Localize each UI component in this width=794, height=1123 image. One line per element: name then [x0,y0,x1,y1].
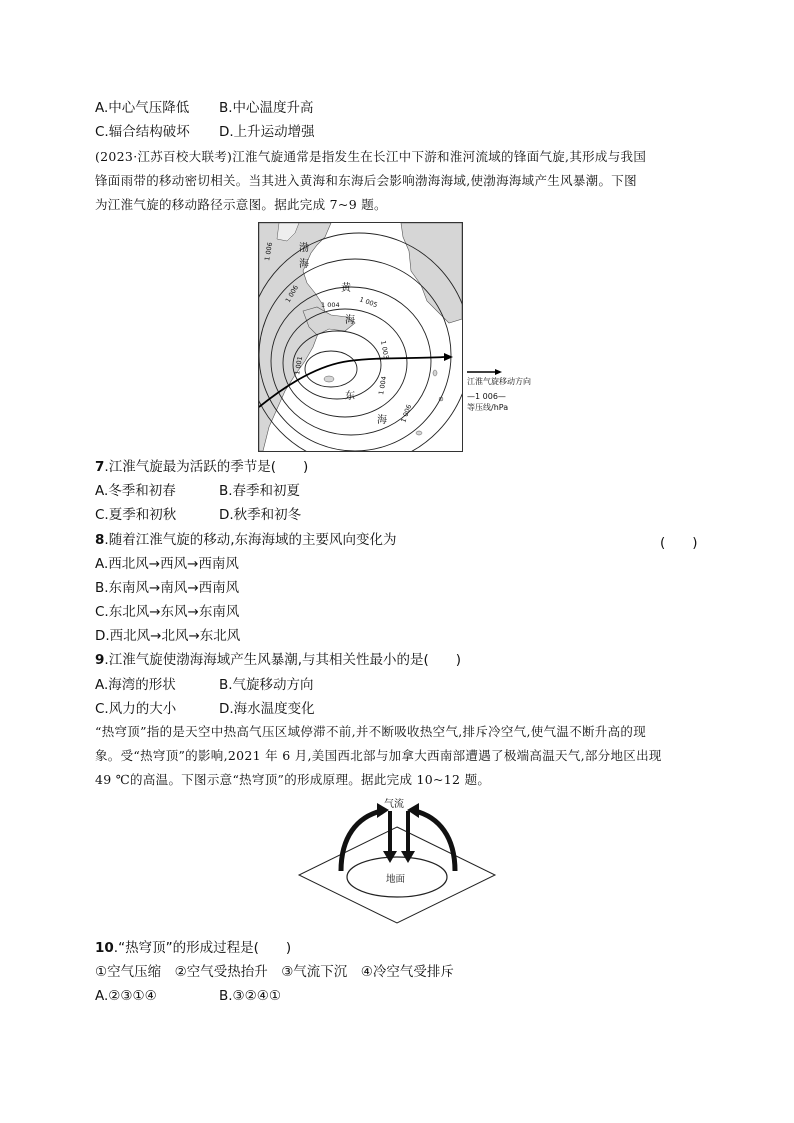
ground-label: 地面 [386,874,406,885]
q7-stem-text: .江淮气旋最为活跃的季节是( ) [104,459,309,475]
q9-stem [95,651,461,669]
q10-steps: ①空气压缩 ②空气受热抬升 ③气流下沉 ④冷空气受排斥 [95,964,454,980]
sea-label-bo-hai: 海 [299,259,309,270]
q10-stem [95,939,291,957]
q9-stem-text: .江淮气旋使渤海海域产生风暴潮,与其相关性最小的是( ) [104,652,462,668]
q7-option-c[interactable]: C.夏季和初秋 [95,507,177,523]
intro1-line1: (2023·江苏百校大联考)江淮气旋通常是指发生在长江中下游和淮河流域的锋面气旋,其形成与我国 [95,149,647,164]
isobar-label-5: 1 003 [379,339,391,360]
intro2-line1: “热穹顶”指的是天空中热高气压区域停滞不前,并不断吸收热空气,排斥冷空气,使气温不断升高的现 [95,724,647,739]
q9-options-row1 [95,676,314,694]
q10-stem-text: .“热穹顶”的形成过程是( ) [113,940,292,956]
q6-option-a[interactable]: A.中心气压降低 [95,100,190,116]
sea-label-bo: 渤 [299,243,309,254]
q8-option-b[interactable]: B.东南风→南风→西南风 [95,580,240,596]
isobar-label-2: 1 006 [283,283,301,304]
q8-option-a[interactable]: A.西北风→西风→西南风 [95,556,239,572]
q6-option-d[interactable]: D.上升运动增强 [219,124,315,140]
q9-option-d[interactable]: D.海水温度变化 [219,701,315,717]
isobar-label-1: 1 006 [263,241,275,262]
q8-answer-paren: ( ) [660,535,698,551]
jianghuai-cyclone-map [258,222,463,452]
q7-option-d[interactable]: D.秋季和初冬 [219,507,302,523]
q7-options-row2 [95,506,301,524]
isobar-label-6: 1 001 [293,355,305,376]
land-korea [401,223,462,323]
sea-label-huang-hai: 海 [345,315,355,326]
legend-arrow-label: 江淮气旋移动方向 [467,377,531,386]
q8-number: 8 [95,532,105,548]
q6-option-b[interactable]: B.中心温度升高 [219,100,314,116]
q7-stem [95,458,308,476]
isobar-label-8: 1 006 [399,403,414,424]
q9-option-c[interactable]: C.风力的大小 [95,701,177,717]
q8-option-d[interactable]: D.西北风→北风→东北风 [95,628,241,644]
q8-stem-text: .随着江淮气旋的移动,东海海域的主要风向变化为 [104,532,397,548]
sea-label-dong-hai: 海 [377,415,387,426]
legend-isobar-sample: —1 006— [467,392,506,401]
sea-label-dong: 东 [345,391,355,402]
q6-option-c[interactable]: C.辐合结构破坏 [95,124,190,140]
intro2-line2: 象。受“热穹顶”的影响,2021 年 6 月,美国西北部与加拿大西南部遭遇了极端高温天气,部分地区出现 [95,748,662,763]
legend-arrow-icon [467,368,503,376]
q10-option-a[interactable]: A.②③①④ [95,988,157,1004]
q7-option-b[interactable]: B.春季和初夏 [219,483,301,499]
q9-options-row2 [95,700,315,718]
intro1-line3: 为江淮气旋的移动路径示意图。据此完成 7~9 题。 [95,197,387,212]
q7-number: 7 [95,459,105,475]
isobar-label-3: 1 005 [358,295,379,310]
isobar-label-7: 1 004 [377,375,389,396]
q9-option-b[interactable]: B.气旋移动方向 [219,677,314,693]
heat-dome-diagram [297,797,497,927]
q7-options-row1 [95,482,300,500]
q9-number: 9 [95,652,105,668]
q8-option-c[interactable]: C.东北风→东风→东南风 [95,604,240,620]
q8-stem [95,531,397,549]
q10-option-b[interactable]: B.③②④① [219,988,281,1004]
legend-isobar-label: 等压线/hPa [467,403,509,412]
heat-dome-svg [297,797,497,927]
airflow-label: 气流 [384,799,404,810]
q6-options-row1 [95,99,314,117]
map-legend [467,368,531,413]
isobar-label-4: 1 004 [321,301,340,309]
q10-number: 10 [95,940,114,956]
q7-option-a[interactable]: A.冬季和初春 [95,483,176,499]
q9-option-a[interactable]: A.海湾的形状 [95,677,176,693]
sea-label-huang: 黄 [341,283,351,294]
intro1-line2: 锋面雨带的移动密切相关。当其进入黄海和东海后会影响渤海海域,使渤海海域产生风暴潮。下图 [95,173,637,188]
map-svg [259,223,462,451]
q10-options-row1 [95,987,281,1005]
q6-options-row2 [95,123,315,141]
intro2-line3: 49 ℃的高温。下图示意“热穹顶”的形成原理。据此完成 10~12 题。 [95,772,491,787]
